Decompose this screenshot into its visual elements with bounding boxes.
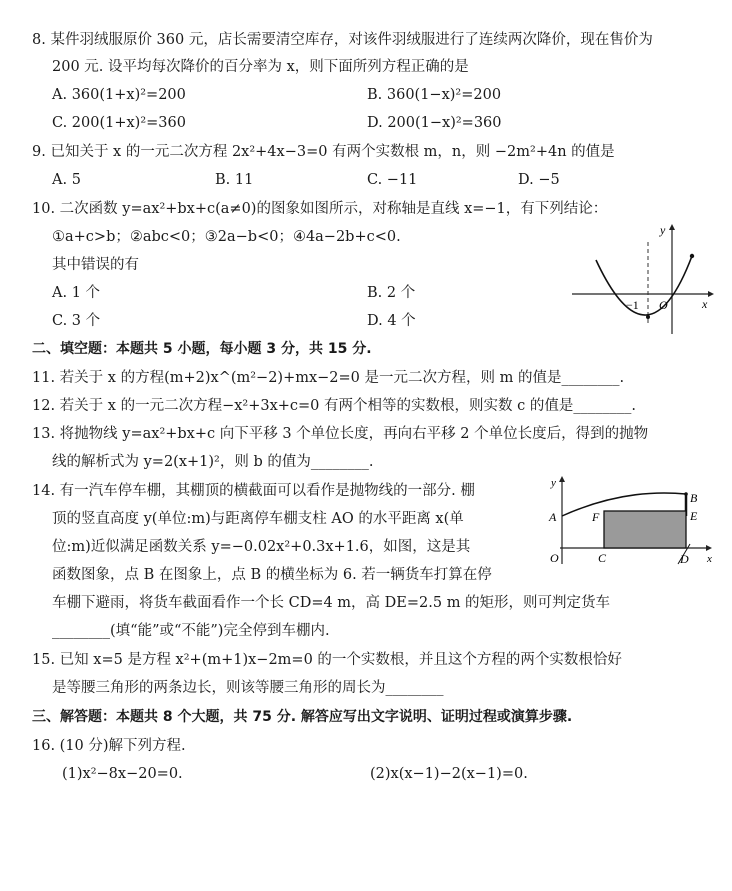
q14-truck-rectangle — [604, 511, 686, 548]
q10-label-neg-one: −1 — [626, 298, 639, 312]
section3-heading: 三、解答题：本题共 8 个大题，共 75 分. 解答应写出文字说明、证明过程或演算步骤. — [32, 709, 573, 725]
q8-option-c: C. 200(1+x)²=360 — [52, 115, 186, 131]
q8-option-a: A. 360(1+x)²=200 — [52, 87, 186, 103]
q14-label-e: E — [690, 509, 698, 523]
q10-label-x: x — [702, 297, 708, 311]
q10-vertex-dot — [646, 315, 650, 319]
q14-line6: ________(填“能”或“不能”)完全停到车棚内. — [52, 623, 330, 639]
q9-option-d: D. −5 — [518, 172, 560, 188]
q12-text: 12. 若关于 x 的一元二次方程−x²+3x+c=0 有两个相等的实数根，则实数 c 的值是________. — [32, 398, 636, 414]
q16-part2: (2)x(x−1)−2(x−1)=0. — [370, 766, 528, 782]
q10-parabola-curve — [596, 256, 692, 315]
q16-stem: 16. (10 分)解下列方程. — [32, 738, 186, 754]
q10-stem: 10. 二次函数 y=ax²+bx+c(a≠0)的图象如图所示，对称轴是直线 x=−1，有下列结论： — [32, 201, 608, 217]
q10-option-c: C. 3 个 — [52, 313, 101, 329]
q15-line1: 15. 已知 x=5 是方程 x²+(m+1)x−2m=0 的一个实数根，并且这个方程的两个实数根恰好 — [32, 652, 622, 668]
q10-y-arrow-icon — [669, 224, 675, 230]
q14-label-x: x — [707, 553, 712, 565]
q10-parabola-figure — [568, 222, 718, 342]
q15-line2: 是等腰三角形的两条边长，则该等腰三角形的周长为________ — [52, 680, 444, 696]
q14-line5: 车棚下避雨，将货车截面看作一个长 CD=4 m，高 DE=2.5 m 的矩形，则可判定货车 — [52, 595, 611, 611]
q10-label-y: y — [660, 223, 666, 237]
q14-x-arrow-icon — [706, 545, 712, 551]
q14-y-arrow-icon — [559, 476, 565, 482]
q10-ask: 其中错误的有 — [52, 257, 139, 273]
q10-curve-end-dot — [690, 254, 694, 258]
q13-line2: 线的解析式为 y=2(x+1)²，则 b 的值为________. — [52, 454, 374, 470]
q10-option-b: B. 2 个 — [367, 285, 416, 301]
q8-option-d: D. 200(1−x)²=360 — [367, 115, 502, 131]
q8-stem-line2: 200 元. 设平均每次降价的百分率为 x，则下面所列方程正确的是 — [52, 59, 469, 75]
q14-line3: 位:m)近似满足函数关系 y=−0.02x²+0.3x+1.6，如图，这是其 — [52, 539, 471, 555]
q10-conclusions: ①a+c>b；②abc<0；③2a−b<0；④4a−2b+c<0. — [52, 229, 401, 245]
q14-point-b-dot — [684, 492, 688, 496]
q14-carport-figure — [544, 474, 720, 568]
q10-label-origin: O — [659, 298, 668, 312]
q10-option-d: D. 4 个 — [367, 313, 416, 329]
q14-label-o: O — [550, 551, 559, 565]
q10-option-a: A. 1 个 — [52, 285, 101, 301]
q9-option-b: B. 11 — [215, 172, 254, 188]
q13-line1: 13. 将抛物线 y=ax²+bx+c 向下平移 3 个单位长度，再向右平移 2 个单位长度后，得到的抛物 — [32, 426, 649, 442]
q10-x-arrow-icon — [708, 291, 714, 297]
q8-option-b: B. 360(1−x)²=200 — [367, 87, 502, 103]
q14-line4: 函数图象，点 B 在图象上，点 B 的横坐标为 6. 若一辆货车打算在停 — [52, 567, 492, 583]
q14-label-a: A — [549, 510, 557, 524]
q14-label-d: D — [680, 552, 689, 566]
q11-text: 11. 若关于 x 的方程(m+2)x^(m²−2)+mx−2=0 是一元二次方程，则 m 的值是________. — [32, 370, 625, 386]
section2-heading: 二、填空题：本题共 5 小题，每小题 3 分，共 15 分. — [32, 341, 372, 357]
q9-stem: 9. 已知关于 x 的一元二次方程 2x²+4x−3=0 有两个实数根 m，n，则 −2m²+4n 的值是 — [32, 144, 615, 160]
q14-line1: 14. 有一汽车停车棚，其棚顶的横截面可以看作是抛物线的一部分. 棚 — [32, 483, 475, 499]
q14-line2: 顶的竖直高度 y(单位:m)与距离停车棚支柱 AO 的水平距离 x(单 — [52, 511, 464, 527]
q9-option-c: C. −11 — [367, 172, 418, 188]
q8-stem-line1: 8. 某件羽绒服原价 360 元，店长需要清空库存，对该件羽绒服进行了连续两次降价，现在售价为 — [32, 32, 653, 48]
q14-label-b: B — [690, 491, 698, 505]
q9-option-a: A. 5 — [52, 172, 81, 188]
q14-label-c: C — [598, 551, 607, 565]
q16-part1: (1)x²−8x−20=0. — [62, 766, 183, 782]
q14-label-y: y — [551, 477, 556, 489]
q14-label-f: F — [592, 510, 600, 524]
